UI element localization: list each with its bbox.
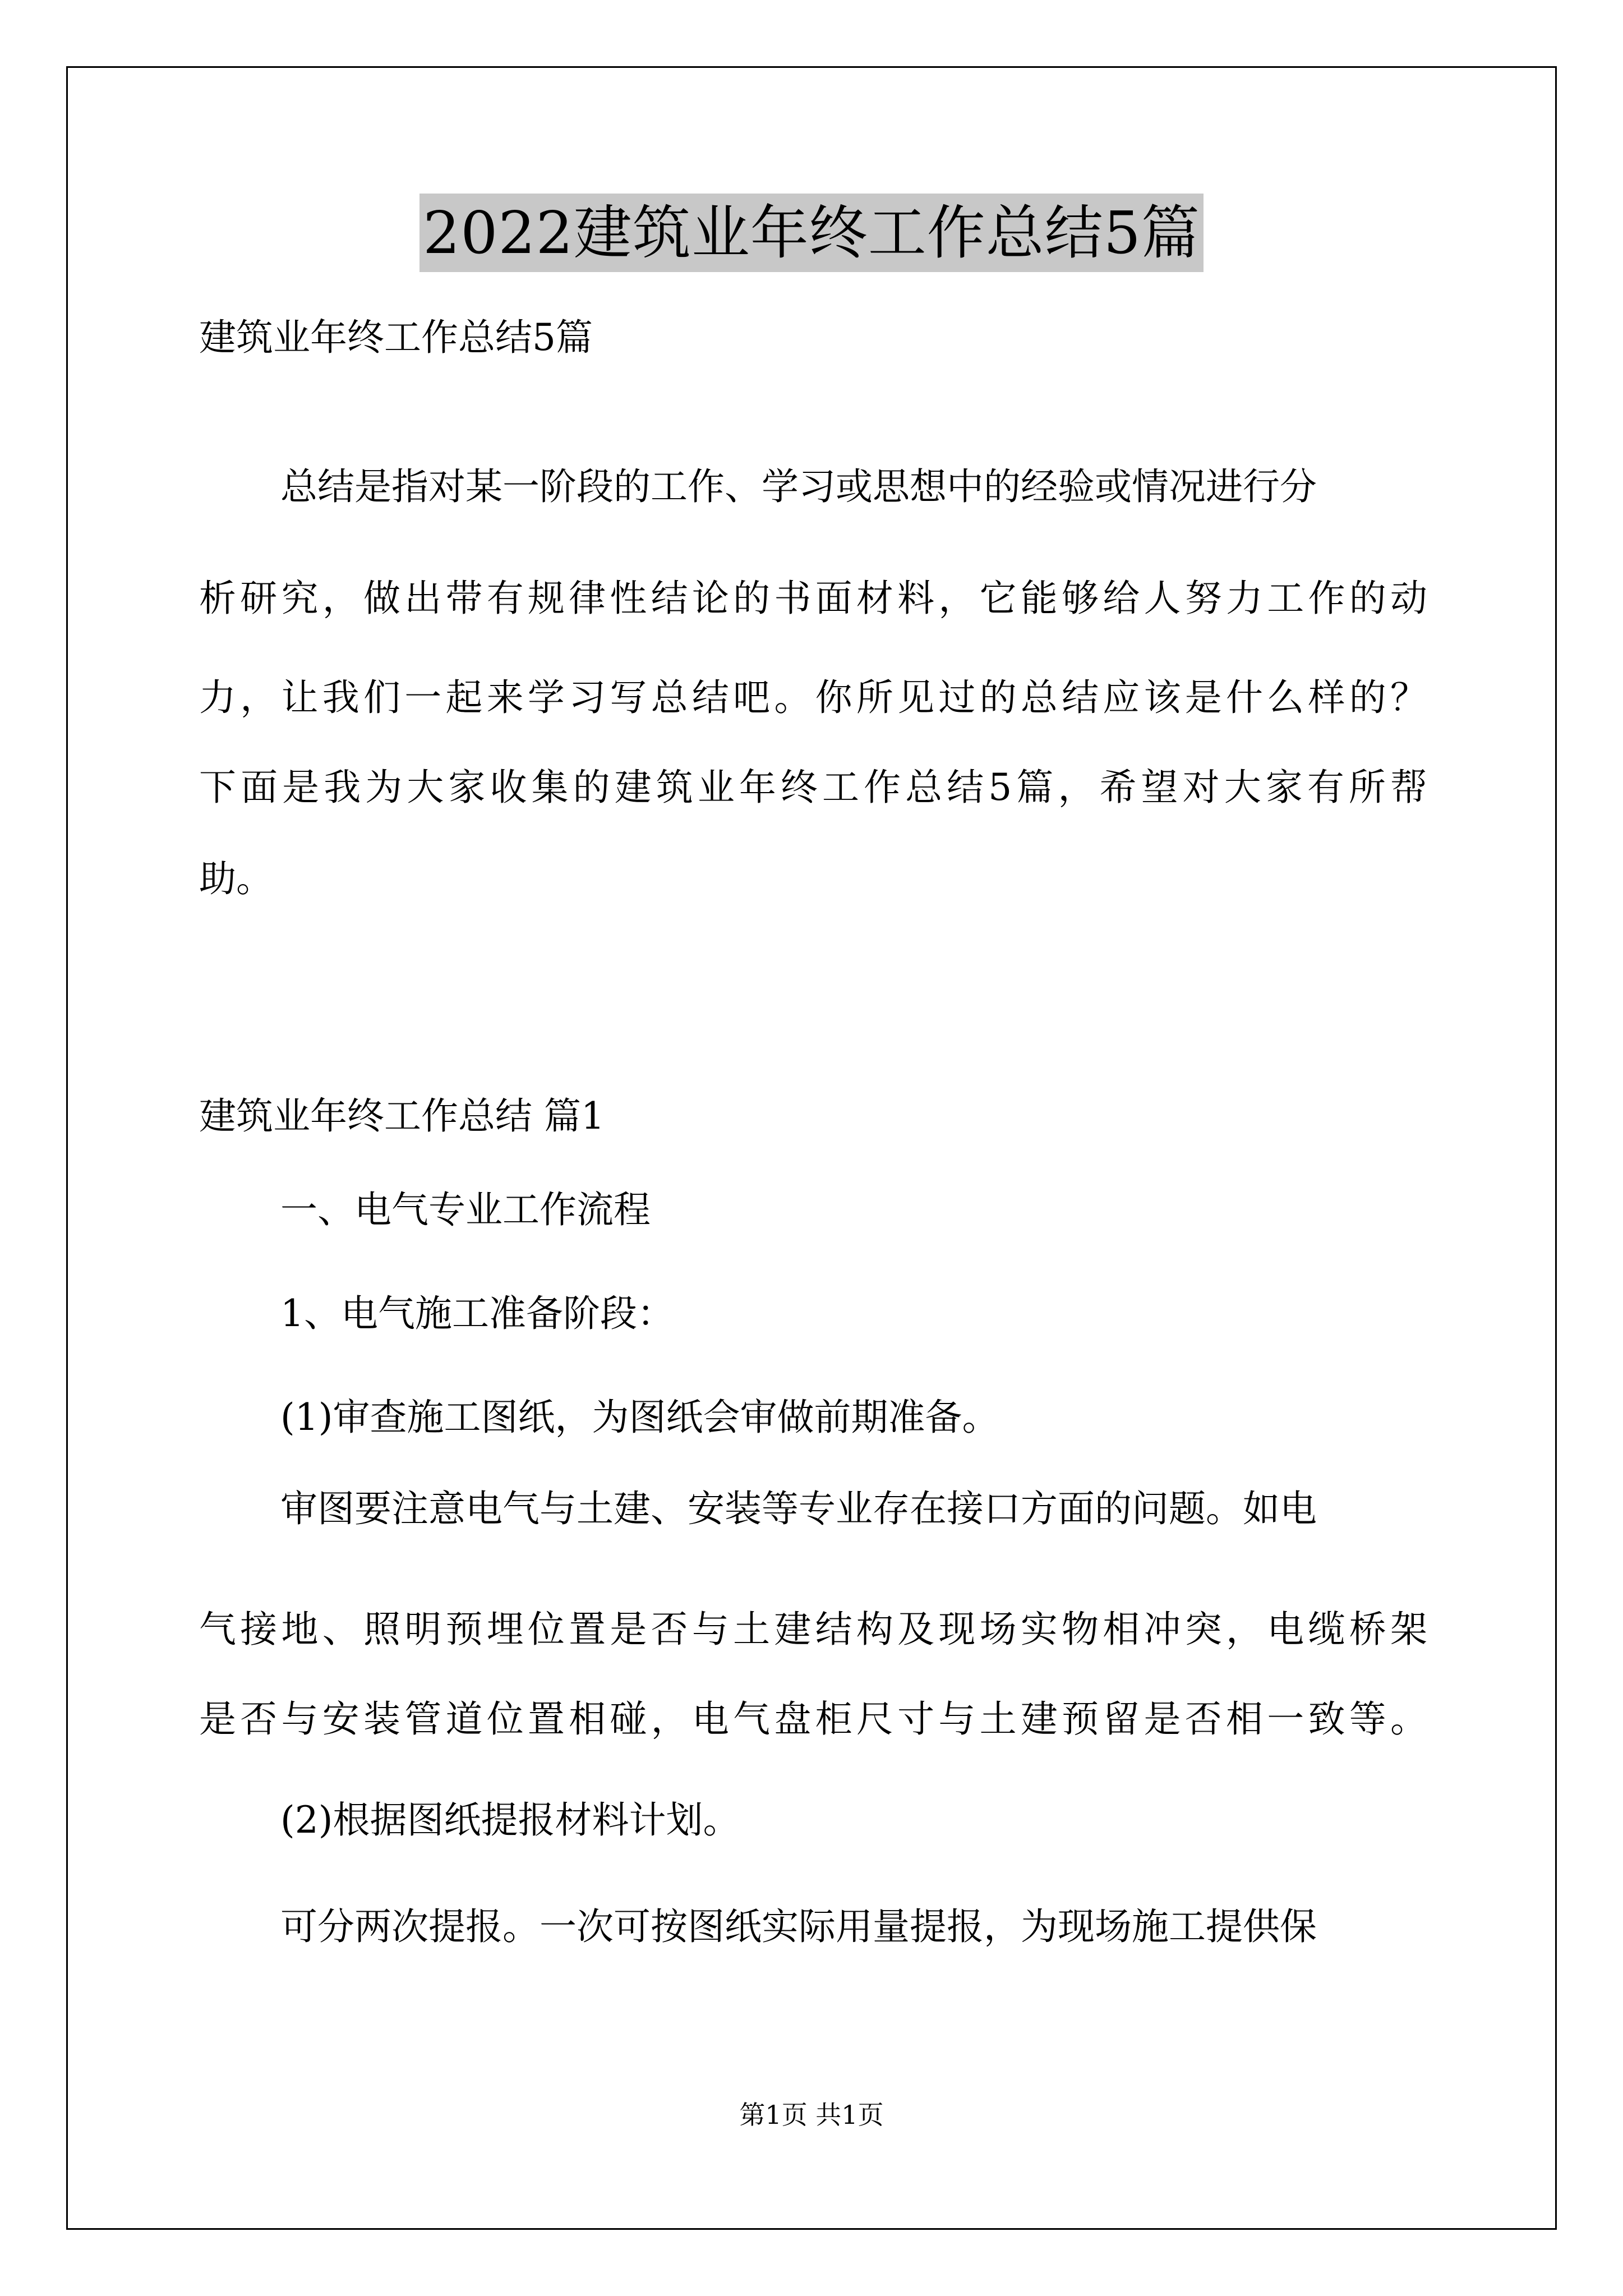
section-heading: 建筑业年终工作总结 篇1 <box>199 1094 605 1138</box>
document-subtitle: 建筑业年终工作总结5篇 <box>199 316 593 359</box>
paragraph-1-line-2: 气接地、照明预埋位置是否与土建结构及现场实物相冲突，电缆桥架 <box>199 1608 1427 1651</box>
intro-line-5: 助。 <box>199 857 273 900</box>
document-title: 2022建筑业年终工作总结5篇 <box>419 194 1204 272</box>
list-item-1: (1)审查施工图纸，为图纸会审做前期准备。 <box>280 1396 999 1439</box>
title-container <box>0 194 1623 272</box>
heading-preparation-stage: 1、电气施工准备阶段： <box>280 1292 674 1335</box>
heading-electrical-workflow: 一、电气专业工作流程 <box>280 1188 651 1231</box>
paragraph-2-line-1: 可分两次提报。一次可按图纸实际用量提报，为现场施工提供保 <box>280 1905 1317 1948</box>
list-item-2: (2)根据图纸提报材料计划。 <box>280 1798 740 1842</box>
intro-line-1: 总结是指对某一阶段的工作、学习或思想中的经验或情况进行分 <box>280 465 1317 508</box>
page-number: 第1页 共1页 <box>739 2100 884 2130</box>
intro-line-4: 下面是我为大家收集的建筑业年终工作总结5篇，希望对大家有所帮 <box>199 766 1427 809</box>
intro-line-3: 力，让我们一起来学习写总结吧。你所见过的总结应该是什么样的？ <box>199 676 1427 719</box>
paragraph-1-line-1: 审图要注意电气与土建、安装等专业存在接口方面的问题。如电 <box>280 1487 1317 1530</box>
paragraph-1-line-3: 是否与安装管道位置相碰，电气盘柜尺寸与土建预留是否相一致等。 <box>199 1697 1427 1741</box>
intro-line-2: 析研究，做出带有规律性结论的书面材料，它能够给人努力工作的动 <box>199 577 1427 620</box>
